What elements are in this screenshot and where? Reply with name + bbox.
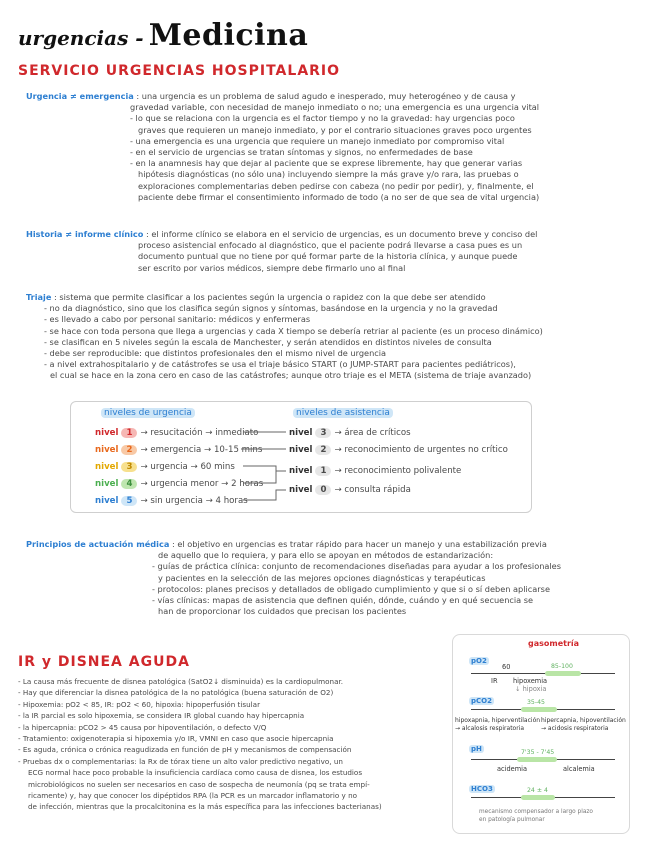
urgencia-block [26, 91, 626, 203]
text-line: - se clasifican en 5 niveles según la escala de Manchester, y serán atendidos en distintos niveles de consulta [44, 336, 492, 347]
text-line: : sistema que permite clasificar a los pacientes según la urgencia o rapidez con la que debe ser atendido [54, 292, 486, 302]
text-line: - Pruebas dx o complementarias: la Rx de tórax tiene un alto valor predictivo negativo, un [18, 756, 343, 766]
po2-60: 60 [502, 663, 511, 671]
text-line: documento puntual que no tiene por qué formar parte de la historia clínica, y aunque puede [138, 251, 518, 262]
text-line: han de proporcionar los cuidados que precisan los pacientes [158, 606, 407, 617]
text-line: y pacientes en la selección de las mejores opciones diagnósticas y terapéuticas [158, 572, 486, 583]
level-time: 4 horas [215, 496, 248, 506]
level-time: inmediato [215, 428, 259, 438]
level-number: 1 [315, 466, 331, 476]
triaje-label: Triaje [26, 292, 52, 302]
text-line: gravedad variable, con necesidad de manejo inmediato o no; una emergencia es una urgencia vital [130, 102, 540, 113]
level-desc: resucitación [150, 428, 203, 438]
level-label: nivel [95, 445, 119, 455]
level-number: 2 [121, 445, 137, 455]
text-line: - a nivel extrahospitalario y de catástrofes se usa el triaje básico START (o JUMP-START para pacientes pediátricos), [44, 359, 516, 370]
text-line: - debe ser reproducible: que distintos profesionales den el mismo nivel de urgencia [44, 348, 387, 359]
text-line: - la hipercapnia: pCO2 > 45 causa por hipoventilación, o defecto V/Q [18, 722, 267, 732]
levels-connectors [71, 402, 531, 512]
text-line: - Hipoxemia: pO2 < 85, IR: pO2 < 60, hipoxia: hipoperfusión tisular [18, 699, 261, 709]
level-time: 2 horas [231, 479, 264, 489]
gasometria-card [452, 634, 630, 834]
text-line: proceso asistencial enfocado al diagnóstico, que el paciente podrá llevarse a casa pues es un [138, 240, 523, 251]
level-desc: área de críticos [344, 428, 411, 438]
text-line: - guías de práctica clínica: conjunto de recomendaciones diseñadas para ayudar a los profesionales [152, 561, 561, 572]
po2-ir: IR [491, 677, 498, 685]
historia-label: Historia ≠ informe clínico [26, 229, 144, 239]
text-line: paciente debe firmar el consentimiento informado de todo (a no ser de que sea de vital urgencia) [138, 191, 540, 202]
text-line: : el informe clínico se elabora en el servicio de urgencias, es un documento breve y conciso del [146, 229, 538, 239]
level-desc: consulta rápida [344, 485, 411, 495]
pco2-tag: pCO2 [471, 697, 492, 705]
hco3-note: mecanismo compensador a largo plazo en patología pulmonar [479, 809, 593, 823]
level-number: 2 [315, 445, 331, 455]
level-desc: emergencia [150, 445, 202, 455]
urgency-level-3: nivel 3 → urgencia → 60 mins [95, 462, 235, 472]
hco3-tag: HCO3 [471, 785, 493, 793]
text-line: - protocolos: planes precisos y detallados de obligado cumplimiento y que si o sí deben aplicarse [152, 583, 550, 594]
level-desc: urgencia [150, 462, 188, 472]
triaje-block [26, 292, 626, 382]
level-number: 3 [121, 462, 137, 472]
level-time: 10-15 mins [213, 445, 263, 455]
po2-hipoxia: ↓ hipoxia [515, 685, 547, 693]
text-line: graves que requieren un manejo inmediato, y por el contrario situaciones graves poco urgentes [138, 124, 532, 135]
ph-tag: pH [471, 745, 482, 753]
title-prefix: urgencias - [18, 26, 144, 50]
text-line: hipótesis diagnósticas (no sólo una) incluyendo siempre la más grave y/o rara, las pruebas o [138, 169, 519, 180]
section-header-text: SERVICIO URGENCIAS HOSPITALARIO [18, 63, 341, 79]
ph-alcalemia: alcalemia [563, 765, 595, 773]
text-line: - la IR parcial es solo hipoxemia, se considera IR global cuando hay hipercapnia [18, 711, 305, 721]
urgency-level-4: nivel 4 → urgencia menor → 2 horas [95, 479, 264, 489]
level-desc: reconocimiento polivalente [344, 466, 462, 476]
text-line: de infección, mientras que la procalcitonina es la más específica para las infecciones bacterianas) [28, 802, 382, 812]
text-line: - se hace con toda persona que llega a urgencias y cada X tiempo se debería retriar al paciente (es un proceso dinámico) [44, 325, 543, 336]
text-line: : una urgencia es un problema de salud agudo e inesperado, muy heterogéneo y de causa y [136, 91, 516, 101]
hco3-range: 24 ± 4 [527, 787, 548, 794]
po2-tag: pO2 [471, 657, 487, 665]
principios-block [26, 539, 626, 617]
gasometria-title: gasometría [528, 639, 580, 648]
text-line: - en la anamnesis hay que dejar al paciente que se exprese libremente, hay que generar varias [130, 158, 523, 169]
triage-levels-box [70, 401, 532, 513]
text-line: ricamente) y, hay que conocer los dipéptidos RPA (la PCR es un marcador inflamatorio y no [28, 791, 358, 801]
pco2-range: 35-45 [527, 699, 545, 706]
text-line: - Tratamiento: oxigenoterapia si hipoxemia y/o IR, VMNI en caso que asocie hipercapnia [18, 734, 334, 744]
text-line: ser escrito por varios médicos, siempre debe firmarlo uno al final [138, 262, 406, 273]
text-line: - lo que se relaciona con la urgencia es el factor tiempo y no la gravedad: hay urgencias poco [130, 113, 515, 124]
assistance-levels-title: niveles de asistencia [293, 408, 393, 418]
text-line: ECG normal hace poco probable la insuficiencia cardíaca como causa de disnea, los estudios [28, 768, 363, 778]
text-line: el cual se hace en la zona cero en caso de las catástrofes; aunque otro triaje es el META (sistema de triaje avanzado) [50, 370, 532, 381]
level-number: 3 [315, 428, 331, 438]
text-line: - Es aguda, crónica o crónica reagudizada en función de pH y mecanismos de compensación [18, 745, 352, 755]
urgency-levels-title: niveles de urgencia [101, 408, 195, 418]
text-line: de aquello que lo requiera, y para ello se apoyan en métodos de estandarización: [158, 550, 494, 561]
urgency-level-2: nivel 2 → emergencia → 10-15 mins [95, 445, 263, 455]
ph-acidemia: acidemia [497, 765, 528, 773]
text-line: - no da diagnóstico, sino que los clasifica según signos y síntomas, basándose en la urgencia y no la gravedad [44, 303, 498, 314]
level-number: 4 [121, 479, 137, 489]
pco2-high: hipercapnia, hipoventilación → acidosis respiratoria [541, 717, 626, 732]
level-time: 60 mins [200, 462, 235, 472]
text-line: microbiológicos no suelen ser necesarios en caso de sospecha de neumonía (pq se trata empí- [28, 779, 370, 789]
text-line: - Hay que diferenciar la disnea patológica de la no patológica (buena saturación de O2) [18, 688, 334, 698]
level-label: nivel [95, 496, 119, 506]
ir-disnea-list [18, 676, 446, 813]
pco2-low: hipoxapnia, hiperventilación → alcalosis respiratoria [455, 717, 541, 732]
level-label: nivel [95, 462, 119, 472]
level-label: nivel [289, 485, 313, 495]
urgencia-label: Urgencia ≠ emergencia [26, 91, 134, 101]
text-line: exploraciones complementarias deben pedirse con cabeza (no pedir por pedir), y, finalmente, el [138, 180, 534, 191]
level-number: 5 [121, 496, 137, 506]
text-line: - una emergencia es una urgencia que requiere un manejo inmediato por compromiso vital [130, 135, 505, 146]
text-line: : el objetivo en urgencias es tratar rápido para hacer un manejo y una estabilización previa [171, 539, 547, 549]
section-header-urgencias [18, 63, 340, 79]
level-label: nivel [289, 445, 313, 455]
level-label: nivel [289, 428, 313, 438]
level-number: 1 [121, 428, 137, 438]
level-label: nivel [95, 479, 119, 489]
assistance-level-3: nivel 3 → área de críticos [289, 428, 411, 438]
urgency-level-5: nivel 5 → sin urgencia → 4 horas [95, 496, 248, 506]
page-title [18, 18, 308, 53]
level-desc: sin urgencia [150, 496, 203, 506]
level-number: 0 [315, 485, 331, 495]
historia-block [26, 229, 626, 274]
text-line: - vías clínicas: mapas de asistencia que definen quién, dónde, cuándo y en qué secuencia se [152, 595, 534, 606]
level-label: nivel [95, 428, 119, 438]
section-header-text: IR y DISNEA AGUDA [18, 654, 190, 670]
ph-range: 7'35 - 7'45 [521, 749, 555, 756]
text-line: - es llevado a cabo por personal sanitario: médicos y enfermeras [44, 314, 311, 325]
level-label: nivel [289, 466, 313, 476]
text-line: - La causa más frecuente de disnea patológica (SatO2↓ disminuida) es la cardiopulmonar. [18, 677, 344, 686]
text-line: - en el servicio de urgencias se tratan síntomas y signos, no enfermedades de base [130, 147, 473, 158]
assistance-level-0: nivel 0 → consulta rápida [289, 485, 411, 495]
po2-hipoxemia: hipoxemia [513, 677, 548, 685]
assistance-level-2: nivel 2 → reconocimiento de urgentes no crítico [289, 445, 508, 455]
level-desc: reconocimiento de urgentes no crítico [344, 445, 508, 455]
level-desc: urgencia menor [150, 479, 219, 489]
assistance-level-1: nivel 1 → reconocimiento polivalente [289, 466, 462, 476]
principios-label: Principios de actuación médica [26, 539, 170, 549]
section-header-ir-disnea [18, 654, 190, 670]
title-main: Medicina [148, 18, 309, 53]
po2-range: 85-100 [551, 663, 573, 670]
urgency-level-1: nivel 1 → resucitación → inmediato [95, 428, 259, 438]
